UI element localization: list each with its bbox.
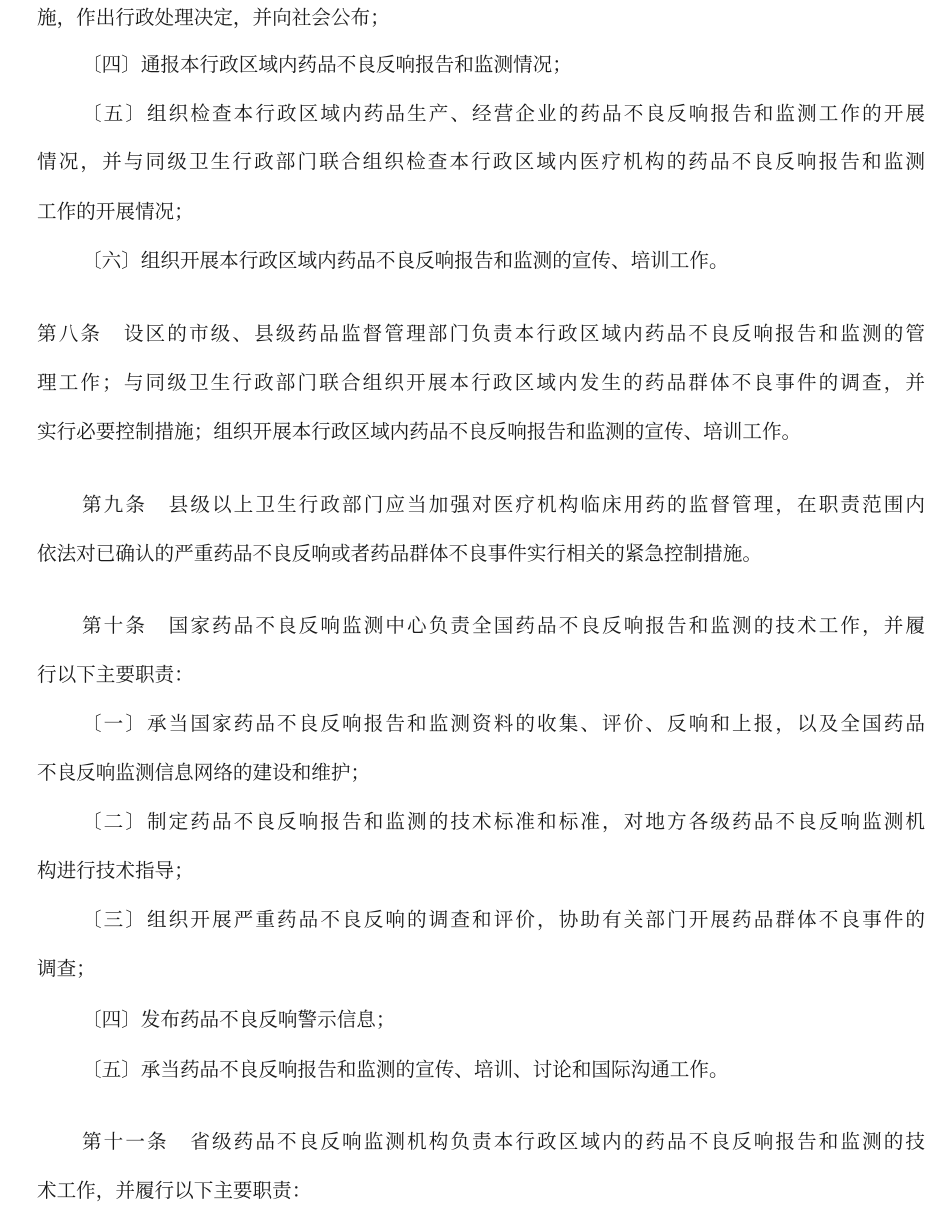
article-10-line: 第十条 国家药品不良反响监测中心负责全国药品不良反响报告和监测的技术工作，并履 [82, 614, 925, 637]
text-line: 情况，并与同级卫生行政部门联合组织检查本行政区域内医疗机构的药品不良反响报告和监测 [37, 150, 925, 173]
text-line: 构进行技术指导； [37, 859, 194, 882]
text-line: 行以下主要职责： [37, 663, 194, 686]
list-item: 〔一〕承当国家药品不良反响报告和监测资料的收集、评价、反响和上报，以及全国药品 [82, 712, 925, 735]
list-item: 〔六〕组织开展本行政区域内药品不良反响报告和监测的宣传、培训工作。 [82, 249, 729, 272]
text-line: 依法对已确认的严重药品不良反响或者药品群体不良事件实行相关的紧急控制措施。 [37, 542, 762, 565]
text-line: 术工作，并履行以下主要职责： [37, 1179, 312, 1202]
list-item: 〔五〕承当药品不良反响报告和监测的宣传、培训、讨论和国际沟通工作。 [82, 1058, 729, 1081]
list-item: 〔四〕通报本行政区域内药品不良反响报告和监测情况； [82, 53, 572, 76]
list-item: 〔二〕制定药品不良反响报告和监测的技术标准和标准，对地方各级药品不良反响监测机 [82, 810, 925, 833]
text-line: 理工作；与同级卫生行政部门联合组织开展本行政区域内发生的药品群体不良事件的调查，并 [37, 371, 925, 394]
article-11-line: 第十一条 省级药品不良反响监测机构负责本行政区域内的药品不良反响报告和监测的技 [82, 1130, 925, 1153]
list-item: 〔五〕组织检查本行政区域内药品生产、经营企业的药品不良反响报告和监测工作的开展 [82, 102, 925, 125]
text-line: 施，作出行政处理决定，并向社会公布； [37, 6, 390, 29]
text-line: 不良反响监测信息网络的建设和维护； [37, 761, 371, 784]
article-8-line: 第八条 设区的市级、县级药品监督管理部门负责本行政区域内药品不良反响报告和监测的管 [37, 322, 925, 345]
list-item: 〔四〕发布药品不良反响警示信息； [82, 1008, 396, 1031]
text-line: 工作的开展情况； [37, 200, 194, 223]
list-item: 〔三〕组织开展严重药品不良反响的调查和评价，协助有关部门开展药品群体不良事件的 [82, 908, 925, 931]
article-9-line: 第九条 县级以上卫生行政部门应当加强对医疗机构临床用药的监督管理，在职责范围内 [82, 493, 925, 516]
text-line: 实行必要控制措施；组织开展本行政区域内药品不良反响报告和监测的宣传、培训工作。 [37, 420, 802, 443]
text-line: 调查； [37, 957, 96, 980]
